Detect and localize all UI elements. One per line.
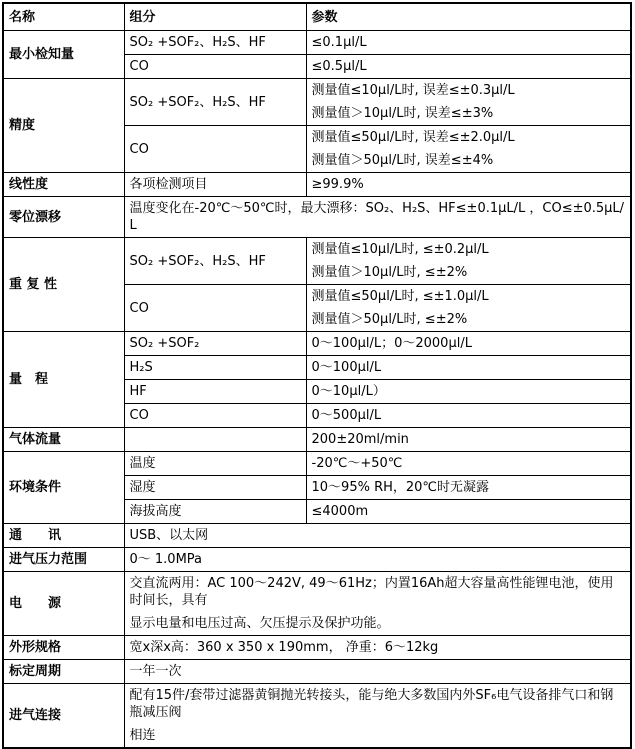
component-cell: SO₂ +SOF₂、H₂S、HF bbox=[124, 238, 306, 285]
parameter-cell bbox=[124, 684, 631, 749]
parameter-cell: ≤0.1μl/L bbox=[306, 31, 631, 55]
table-row bbox=[3, 238, 631, 285]
parameter-line: 相连 bbox=[129, 728, 156, 743]
component-cell: CO bbox=[124, 285, 306, 332]
table-row bbox=[3, 428, 631, 452]
parameter-line: 测量值＞10μl/L时, ≤±2% bbox=[311, 265, 468, 280]
table-row bbox=[3, 660, 631, 684]
row-label-cell: 重 复 性 bbox=[3, 238, 124, 332]
table-row bbox=[3, 79, 631, 126]
parameter-cell: 0～500μl/L bbox=[306, 404, 631, 428]
parameter-cell: ≥99.9% bbox=[306, 173, 631, 197]
parameter-cell: 宽x深x高：360 x 350 x 190mm， 净重：6～12kg bbox=[124, 636, 631, 660]
parameter-line: 显示电量和电压过高、欠压提示及保护功能。 bbox=[129, 616, 390, 631]
parameter-cell bbox=[306, 126, 631, 173]
component-cell: H₂S bbox=[124, 356, 306, 380]
spec-table-body bbox=[3, 3, 631, 748]
table-row bbox=[3, 452, 631, 476]
header-row bbox=[3, 3, 631, 31]
table-row bbox=[3, 572, 631, 636]
parameter-cell: ≤0.5μl/L bbox=[306, 55, 631, 79]
parameter-cell: 0～10μl/L） bbox=[306, 380, 631, 404]
table-row bbox=[3, 31, 631, 55]
parameter-cell: 0～100μl/L bbox=[306, 356, 631, 380]
row-label-cell: 环境条件 bbox=[3, 452, 124, 524]
component-cell: CO bbox=[124, 55, 306, 79]
table-row bbox=[3, 173, 631, 197]
spec-table bbox=[2, 2, 632, 749]
parameter-line: 测量值≤50μl/L时, ≤±1.0μl/L bbox=[311, 289, 489, 304]
parameter-cell: ≤4000m bbox=[306, 500, 631, 524]
parameter-cell bbox=[306, 285, 631, 332]
table-row bbox=[3, 197, 631, 238]
parameter-cell: USB、以太网 bbox=[124, 524, 631, 548]
parameter-cell: 0～100μl/L；0～2000μl/L bbox=[306, 332, 631, 356]
header-cell: 名称 bbox=[3, 3, 124, 31]
component-cell: SO₂ +SOF₂ bbox=[124, 332, 306, 356]
row-label-cell: 外形规格 bbox=[3, 636, 124, 660]
table-row bbox=[3, 684, 631, 749]
parameter-cell bbox=[306, 238, 631, 285]
parameter-line: 测量值≤50μl/L时, 误差≤±2.0μl/L bbox=[311, 130, 515, 145]
row-label-cell: 最小检知量 bbox=[3, 31, 124, 79]
row-label-cell: 标定周期 bbox=[3, 660, 124, 684]
parameter-line: 测量值≤10μl/L时, 误差≤±0.3μl/L bbox=[311, 83, 515, 98]
component-cell: HF bbox=[124, 380, 306, 404]
component-cell: SO₂ +SOF₂、H₂S、HF bbox=[124, 31, 306, 55]
component-cell: 温度 bbox=[124, 452, 306, 476]
table-row bbox=[3, 332, 631, 356]
parameter-cell: 温度变化在-20℃～50℃时，最大漂移：SO₂、H₂S、HF≤±0.1μL/L ，CO≤±0.5μL/L bbox=[124, 197, 631, 238]
parameter-cell: 10～95% RH，20℃时无凝露 bbox=[306, 476, 631, 500]
component-cell: 湿度 bbox=[124, 476, 306, 500]
parameter-cell bbox=[124, 572, 631, 636]
parameter-cell: 0～ 1.0MPa bbox=[124, 548, 631, 572]
parameter-line: 测量值＞50μl/L时, 误差≤±4% bbox=[311, 153, 494, 168]
row-label-cell: 量 程 bbox=[3, 332, 124, 428]
parameter-line: 测量值≤10μl/L时, ≤±0.2μl/L bbox=[311, 242, 489, 257]
row-label-cell: 电 源 bbox=[3, 572, 124, 636]
row-label-cell: 零位漂移 bbox=[3, 197, 124, 238]
parameter-line: 测量值＞50μl/L时, ≤±2% bbox=[311, 312, 468, 327]
parameter-cell bbox=[306, 79, 631, 126]
row-label-cell: 进气连接 bbox=[3, 684, 124, 749]
component-cell: 各项检测项目 bbox=[124, 173, 306, 197]
parameter-line: 交直流两用：AC 100～242V, 49～61Hz；内置16Ah超大容量高性能锂电池，使用时间长，具有 bbox=[129, 576, 614, 608]
parameter-cell: -20℃～+50℃ bbox=[306, 452, 631, 476]
row-label-cell: 通 讯 bbox=[3, 524, 124, 548]
parameter-cell: 200±20ml/min bbox=[306, 428, 631, 452]
header-cell: 参数 bbox=[306, 3, 631, 31]
row-label-cell: 精度 bbox=[3, 79, 124, 173]
parameter-line: 配有15件/套带过滤器黄铜抛光转接头，能与绝大多数国内外SF₆电气设备排气口和钢瓶减压阀 bbox=[129, 688, 614, 720]
parameter-cell: 一年一次 bbox=[124, 660, 631, 684]
table-row bbox=[3, 636, 631, 660]
component-cell bbox=[124, 428, 306, 452]
parameter-line: 测量值＞10μl/L时, 误差≤±3% bbox=[311, 106, 494, 121]
header-cell: 组分 bbox=[124, 3, 306, 31]
component-cell: CO bbox=[124, 126, 306, 173]
row-label-cell: 进气压力范围 bbox=[3, 548, 124, 572]
component-cell: SO₂ +SOF₂、H₂S、HF bbox=[124, 79, 306, 126]
component-cell: 海拔高度 bbox=[124, 500, 306, 524]
row-label-cell: 气体流量 bbox=[3, 428, 124, 452]
table-row bbox=[3, 524, 631, 548]
component-cell: CO bbox=[124, 404, 306, 428]
row-label-cell: 线性度 bbox=[3, 173, 124, 197]
table-row bbox=[3, 548, 631, 572]
